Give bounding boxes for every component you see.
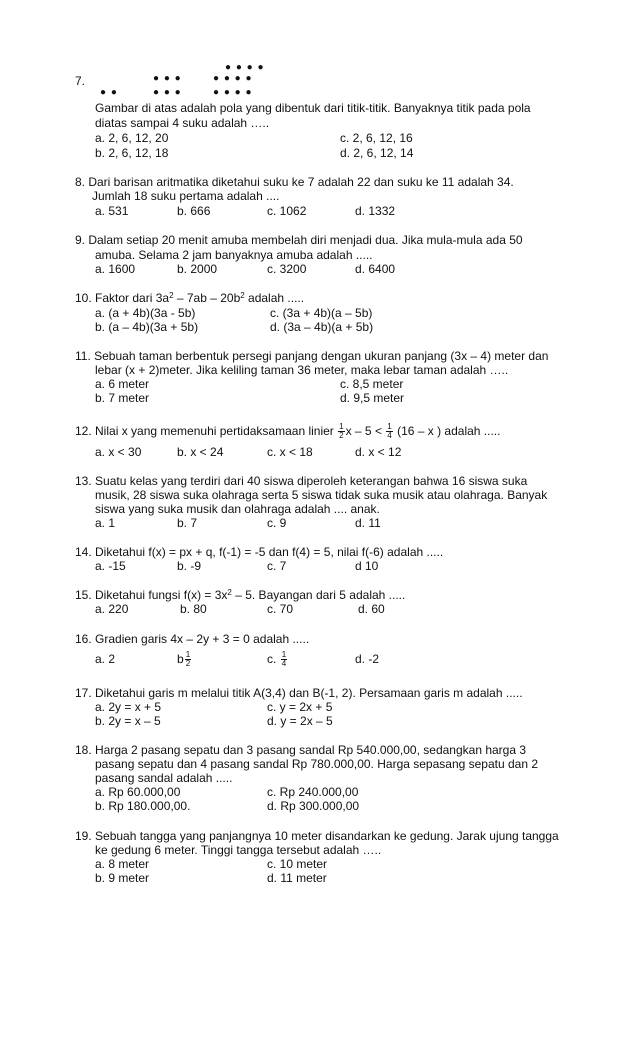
question-10-option-a: a. (a + 4b)(3a - 5b) <box>95 306 196 320</box>
question-18-option-c: c. Rp 240.000,00 <box>267 785 359 799</box>
question-14-option-d: d 10 <box>355 559 379 573</box>
fraction-one-quarter: $\frac{1}{4}$ <box>387 422 392 441</box>
question-10-option-c: c. (3a + 4b)(a – 5b) <box>270 306 373 320</box>
question-11-stem-line-2: lebar (x + 2)meter. Jika keliling taman 36 meter, maka lebar taman adalah ….. <box>95 363 509 377</box>
question-15-option-c: c. 70 <box>267 602 294 616</box>
question-14-option-a: a. -15 <box>95 559 126 573</box>
question-13-stem-line-1: 13. Suatu kelas yang terdiri dari 40 siswa diperoleh keterangan bahwa 16 siswa suka <box>75 474 528 488</box>
question-16-option-b: b $\frac{1}{2}$ <box>177 650 191 669</box>
question-9-option-d: d. 6400 <box>355 262 396 276</box>
question-16-option-c: c. $\frac{1}{4}$ <box>267 650 287 669</box>
question-16-stem: 16. Gradien garis 4x – 2y + 3 = 0 adalah ..... <box>75 632 310 646</box>
question-18-stem-line-1: 18. Harga 2 pasang sepatu dan 3 pasang sandal Rp 540.000,00, sedangkan harga 3 <box>75 743 527 757</box>
fraction-one-half: $\frac{1}{2}$ <box>339 422 344 441</box>
question-8-option-c: c. 1062 <box>267 204 307 218</box>
dot-pattern-term-3-row-2: ● ● ● <box>153 87 182 98</box>
fraction-one-quarter: $\frac{1}{4}$ <box>281 650 287 669</box>
question-7-stem-line-1: Gambar di atas adalah pola yang dibentuk dari titik-titik. Banyaknya titik pada pola <box>95 101 531 115</box>
question-8-stem-line-2: Jumlah 18 suku pertama adalah .... <box>92 189 280 203</box>
question-15-option-d: d. 60 <box>358 602 385 616</box>
question-16-option-d: d. -2 <box>355 652 380 666</box>
question-13-option-c: c. 9 <box>267 516 287 530</box>
question-11-option-d: d. 9,5 meter <box>340 391 405 405</box>
question-18-option-b: b. Rp 180.000,00. <box>95 799 191 813</box>
question-7-number: 7. <box>75 74 86 88</box>
question-8-option-a: a. 531 <box>95 204 129 218</box>
question-12-option-a: a. x < 30 <box>95 445 142 459</box>
question-12-option-c: c. x < 18 <box>267 445 313 459</box>
question-9-option-c: c. 3200 <box>267 262 307 276</box>
question-15-option-a: a. 220 <box>95 602 129 616</box>
question-7-option-c: c. 2, 6, 12, 16 <box>340 131 413 145</box>
question-19-option-a: a. 8 meter <box>95 857 150 871</box>
question-18-stem-line-3: pasang sandal adalah ..... <box>95 771 233 785</box>
question-19-option-b: b. 9 meter <box>95 871 150 885</box>
question-16-option-a: a. 2 <box>95 652 116 666</box>
question-14-option-b: b. -9 <box>177 559 202 573</box>
question-11-option-a: a. 6 meter <box>95 377 150 391</box>
question-12-option-b: b. x < 24 <box>177 445 224 459</box>
question-13-stem-line-2: musik, 28 siswa suka olahraga serta 5 siswa tidak suka musik atau olahraga. Banyak <box>95 488 548 502</box>
question-9-stem-line-1: 9. Dalam setiap 20 menit amuba membelah diri menjadi dua. Jika mula-mula ada 50 <box>75 233 523 247</box>
question-17-option-b: b. 2y = x – 5 <box>95 714 161 728</box>
question-9-option-b: b. 2000 <box>177 262 218 276</box>
question-17-option-a: a. 2y = x + 5 <box>95 700 162 714</box>
question-8-option-d: d. 1332 <box>355 204 396 218</box>
question-12-stem: 12. Nilai x yang memenuhi pertidaksamaan linier $\frac{1}{2}$ x – 5 < $\frac{1}{4}$ (16 – x ) adalah ..... <box>75 422 501 441</box>
question-13-option-b: b. 7 <box>177 516 198 530</box>
question-14-stem: 14. Diketahui f(x) = px + q, f(-1) = -5 dan f(4) = 5, nilai f(-6) adalah ..... <box>75 545 444 559</box>
question-10-option-d: d. (3a – 4b)(a + 5b) <box>270 320 374 334</box>
question-13-option-d: d. 11 <box>355 516 381 530</box>
dot-pattern-term-2: ● ● <box>100 87 118 98</box>
dot-pattern-term-4-row-1: ● ● ● ● <box>225 62 265 73</box>
question-18-option-d: d. Rp 300.000,00 <box>267 799 360 813</box>
question-10-stem: 10. Faktor dari $3a^2 - 7ab - 20b^2$ adalah ..... <box>75 291 305 305</box>
question-19-stem-line-2: ke gedung 6 meter. Tinggi tangga tersebut adalah ….. <box>95 843 382 857</box>
question-11-option-b: b. 7 meter <box>95 391 150 405</box>
question-19-option-d: d. 11 meter <box>267 871 327 885</box>
question-7-option-b: b. 2, 6, 12, 18 <box>95 146 169 160</box>
dot-pattern-term-4-row-2: ● ● ● ● <box>213 73 253 84</box>
question-13-stem-line-3: siswa yang suka musik dan olahraga adalah .... anak. <box>95 502 380 516</box>
fraction-one-half: $\frac{1}{2}$ <box>185 650 191 669</box>
question-15-stem: 15. Diketahui fungsi $f(x) = 3x^2 - 5$. Bayangan dari 5 adalah ..... <box>75 588 406 602</box>
question-18-option-a: a. Rp 60.000,00 <box>95 785 181 799</box>
question-7-stem-line-2: diatas sampai 4 suku adalah ….. <box>95 116 270 130</box>
question-7-option-d: d. 2, 6, 12, 14 <box>340 146 414 160</box>
question-7-option-a: a. 2, 6, 12, 20 <box>95 131 169 145</box>
question-19-option-c: c. 10 meter <box>267 857 328 871</box>
question-15-option-b: b. 80 <box>180 602 207 616</box>
dot-pattern-term-4-row-3: ● ● ● ● <box>213 87 253 98</box>
question-14-option-c: c. 7 <box>267 559 287 573</box>
question-17-option-c: c. y = 2x + 5 <box>267 700 333 714</box>
question-19-stem-line-1: 19. Sebuah tangga yang panjangnya 10 meter disandarkan ke gedung. Jarak ujung tangga <box>75 829 559 843</box>
question-17-stem: 17. Diketahui garis m melalui titik A(3,4) dan B(-1, 2). Persamaan garis m adalah ..... <box>75 686 523 700</box>
question-17-option-d: d. y = 2x – 5 <box>267 714 333 728</box>
question-9-option-a: a. 1600 <box>95 262 136 276</box>
dot-pattern-term-3-row-1: ● ● ● <box>153 73 182 84</box>
question-11-option-c: c. 8,5 meter <box>340 377 404 391</box>
question-12-option-d: d. x < 12 <box>355 445 402 459</box>
question-9-stem-line-2: amuba. Selama 2 jam banyaknya amuba adalah ..... <box>95 248 373 262</box>
question-8-stem-line-1: 8. Dari barisan aritmatika diketahui suku ke 7 adalah 22 dan suku ke 11 adalah 34. <box>75 175 514 189</box>
question-8-option-b: b. 666 <box>177 204 211 218</box>
question-11-stem-line-1: 11. Sebuah taman berbentuk persegi panjang dengan ukuran panjang (3x – 4) meter dan <box>75 349 549 363</box>
question-10-option-b: b. (a – 4b)(3a + 5b) <box>95 320 199 334</box>
question-13-option-a: a. 1 <box>95 516 116 530</box>
question-18-stem-line-2: pasang sepatu dan 4 pasang sandal Rp 780.000,00. Harga sepasang sepatu dan 2 <box>95 757 539 771</box>
